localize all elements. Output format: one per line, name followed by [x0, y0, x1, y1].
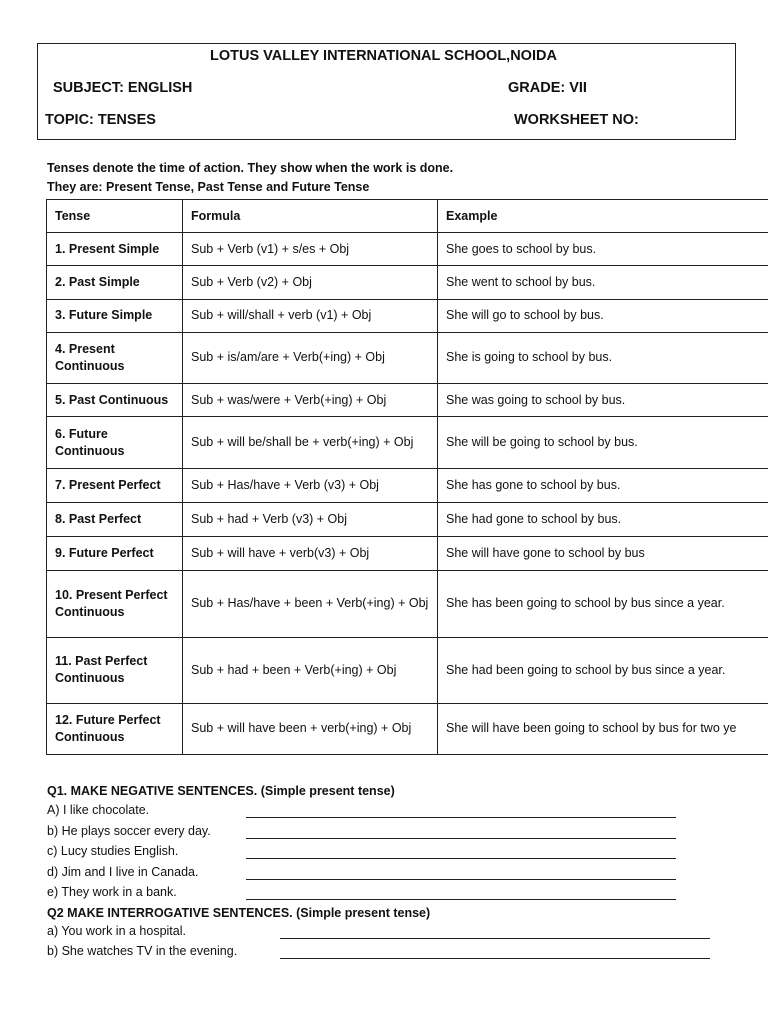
formula-cell: Sub + Has/have + been + Verb(+ing) + Obj [183, 570, 438, 638]
q2-heading: Q2 MAKE INTERROGATIVE SENTENCES. (Simple present tense) [47, 906, 431, 920]
example-cell: She will have been going to school by bus for two ye [438, 703, 768, 754]
example-cell: She went to school by bus. [438, 266, 768, 299]
tense-cell: 5. Past Continuous [47, 384, 183, 417]
example-cell: She has gone to school by bus. [438, 468, 768, 502]
header-cell-example: Example [438, 200, 768, 233]
q1-item: e) They work in a bank. [47, 885, 177, 899]
table-row [47, 266, 768, 299]
formula-cell: Sub + will/shall + verb (v1) + Obj [183, 299, 438, 332]
tense-cell: 1. Present Simple [47, 233, 183, 266]
formula-cell: Sub + will have + verb(v3) + Obj [183, 537, 438, 570]
table-row [47, 638, 768, 704]
q1-answer-line[interactable] [246, 899, 676, 900]
example-cell: She has been going to school by bus since a year. [438, 570, 768, 638]
table-row [47, 332, 768, 383]
header-cell-tense: Tense [47, 200, 183, 233]
table-row [47, 703, 768, 754]
tense-cell: 8. Past Perfect [47, 503, 183, 537]
worksheet-header-box [37, 43, 736, 140]
formula-cell: Sub + Verb (v1) + s/es + Obj [183, 233, 438, 266]
example-cell: She will go to school by bus. [438, 299, 768, 332]
example-cell: She goes to school by bus. [438, 233, 768, 266]
q2-answer-line[interactable] [280, 958, 710, 959]
formula-cell: Sub + is/am/are + Verb(+ing) + Obj [183, 332, 438, 383]
formula-cell: Sub + will have been + verb(+ing) + Obj [183, 703, 438, 754]
example-cell: She is going to school by bus. [438, 332, 768, 383]
intro-line-1: Tenses denote the time of action. They show when the work is done. [47, 161, 454, 175]
topic-label: TOPIC: TENSES [45, 112, 156, 128]
q1-item: c) Lucy studies English. [47, 844, 179, 858]
q2-item: b) She watches TV in the evening. [47, 944, 238, 958]
worksheet-number-label: WORKSHEET NO: [514, 112, 639, 128]
tense-cell: 7. Present Perfect [47, 468, 183, 502]
q1-answer-line[interactable] [246, 817, 676, 818]
tense-cell: 4. Present Continuous [47, 332, 183, 383]
table-row [47, 233, 768, 266]
q2-item: a) You work in a hospital. [47, 924, 186, 938]
table-header-row [47, 200, 768, 233]
formula-cell: Sub + had + been + Verb(+ing) + Obj [183, 638, 438, 704]
tense-cell: 12. Future Perfect Continuous [47, 703, 183, 754]
q1-item: d) Jim and I live in Canada. [47, 865, 199, 879]
tense-cell: 6. Future Continuous [47, 417, 183, 468]
example-cell: She was going to school by bus. [438, 384, 768, 417]
tense-cell: 2. Past Simple [47, 266, 183, 299]
grade-label: GRADE: VII [508, 80, 587, 96]
example-cell: She will be going to school by bus. [438, 417, 768, 468]
example-cell: She had been going to school by bus since a year. [438, 638, 768, 704]
table-row [47, 503, 768, 537]
q1-item: A) I like chocolate. [47, 803, 150, 817]
table-row [47, 537, 768, 570]
subject-label: SUBJECT: ENGLISH [53, 80, 193, 96]
table-row [47, 570, 768, 638]
header-cell-formula: Formula [183, 200, 438, 233]
formula-cell: Sub + was/were + Verb(+ing) + Obj [183, 384, 438, 417]
formula-cell: Sub + Has/have + Verb (v3) + Obj [183, 468, 438, 502]
table-row [47, 384, 768, 417]
q1-item: b) He plays soccer every day. [47, 824, 211, 838]
formula-cell: Sub + Verb (v2) + Obj [183, 266, 438, 299]
q1-answer-line[interactable] [246, 838, 676, 839]
tense-cell: 11. Past Perfect Continuous [47, 638, 183, 704]
formula-cell: Sub + had + Verb (v3) + Obj [183, 503, 438, 537]
table-row [47, 299, 768, 332]
q2-answer-line[interactable] [280, 938, 710, 939]
table-row [47, 417, 768, 468]
q1-answer-line[interactable] [246, 858, 676, 859]
school-name: LOTUS VALLEY INTERNATIONAL SCHOOL,NOIDA [210, 48, 557, 64]
formula-cell: Sub + will be/shall be + verb(+ing) + Obj [183, 417, 438, 468]
q1-answer-line[interactable] [246, 879, 676, 880]
example-cell: She will have gone to school by bus [438, 537, 768, 570]
intro-line-2: They are: Present Tense, Past Tense and Future Tense [47, 180, 370, 194]
tenses-table [46, 199, 768, 755]
table-row [47, 468, 768, 502]
tense-cell: 3. Future Simple [47, 299, 183, 332]
tense-cell: 9. Future Perfect [47, 537, 183, 570]
example-cell: She had gone to school by bus. [438, 503, 768, 537]
tense-cell: 10. Present Perfect Continuous [47, 570, 183, 638]
q1-heading: Q1. MAKE NEGATIVE SENTENCES. (Simple present tense) [47, 784, 395, 798]
